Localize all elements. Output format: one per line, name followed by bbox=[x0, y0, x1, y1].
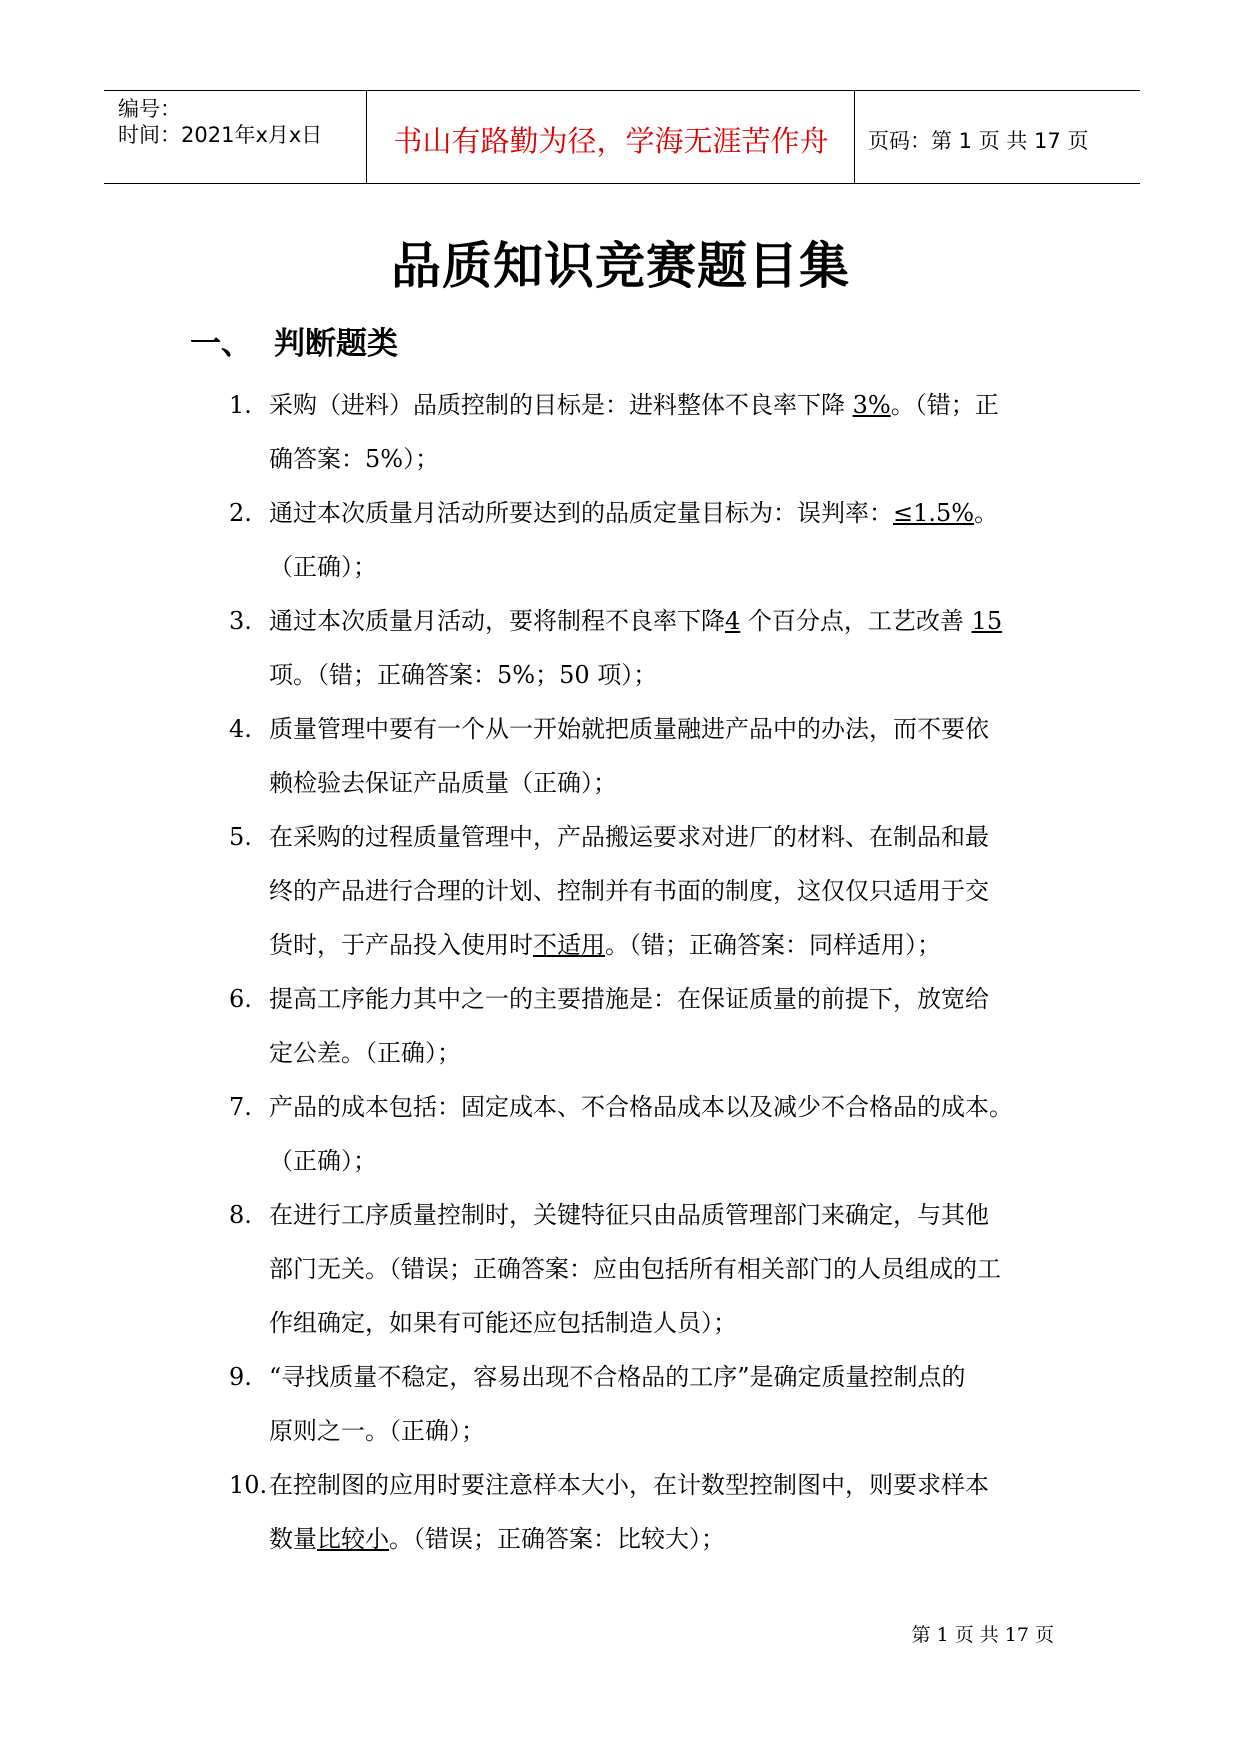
section-heading bbox=[190, 318, 398, 363]
question-item bbox=[229, 810, 1099, 972]
question-item bbox=[229, 1458, 1099, 1566]
question-number: 2. bbox=[229, 499, 252, 527]
question-item bbox=[229, 486, 1099, 594]
question-number: 3. bbox=[229, 607, 252, 635]
question-line bbox=[229, 1134, 1099, 1188]
question-text: 通过本次质量月活动所要达到的品质定量目标为：误判率： bbox=[269, 499, 893, 527]
section-number: 一、 bbox=[190, 326, 252, 362]
question-text: 确答案：5%）； bbox=[269, 445, 440, 473]
question-line bbox=[229, 1242, 1099, 1296]
question-text: 提高工序能力其中之一的主要措施是：在保证质量的前提下，放宽给 bbox=[269, 985, 989, 1013]
question-number: 8. bbox=[229, 1201, 252, 1229]
question-line bbox=[229, 1404, 1099, 1458]
question-line bbox=[229, 1512, 1099, 1566]
question-text: 。（错；正 bbox=[890, 391, 999, 419]
question-line bbox=[229, 648, 1099, 702]
time-label: 时间：2021年x月x日 bbox=[118, 123, 323, 147]
question-text: （正确）； bbox=[269, 1147, 377, 1175]
question-text: “寻找质量不稳定，容易出现不合格品的工序”是确定质量控制点的 bbox=[269, 1363, 966, 1391]
header-info-cell bbox=[104, 91, 367, 183]
question-line bbox=[229, 702, 1099, 756]
question-text: 终的产品进行合理的计划、控制并有书面的制度，这仅仅只适用于交 bbox=[269, 877, 989, 905]
question-line bbox=[229, 918, 1099, 972]
question-text: （正确）； bbox=[269, 553, 377, 581]
question-text: 作组确定，如果有可能还应包括制造人员）； bbox=[269, 1309, 737, 1337]
question-text: 。（错；正确答案：同样适用）； bbox=[605, 931, 941, 959]
question-item bbox=[229, 1080, 1099, 1188]
question-text: 。（错误；正确答案：比较大）； bbox=[389, 1525, 725, 1553]
question-text: 质量管理中要有一个从一开始就把质量融进产品中的办法，而不要依 bbox=[269, 715, 989, 743]
underlined-answer: 4 bbox=[725, 607, 741, 635]
question-number: 7. bbox=[229, 1093, 252, 1121]
question-item bbox=[229, 1350, 1099, 1458]
question-text: 在采购的过程质量管理中，产品搬运要求对进厂的材料、在制品和最 bbox=[269, 823, 989, 851]
section-title: 判断题类 bbox=[274, 326, 398, 362]
question-line bbox=[229, 972, 1099, 1026]
question-text: 采购（进料）品质控制的目标是：进料整体不良率下降 bbox=[269, 391, 853, 419]
question-text: 原则之一。（正确）； bbox=[269, 1417, 485, 1445]
underlined-answer: 比较小 bbox=[317, 1525, 389, 1553]
question-text: 在进行工序质量控制时，关键特征只由品质管理部门来确定，与其他 bbox=[269, 1201, 989, 1229]
number-label: 编号： bbox=[118, 97, 181, 121]
page-code: 页码：第 1 页 共 17 页 bbox=[868, 129, 1089, 153]
question-number: 10. bbox=[229, 1471, 268, 1499]
question-text: 个百分点，工艺改善 bbox=[740, 607, 972, 635]
question-number: 5. bbox=[229, 823, 252, 851]
question-item bbox=[229, 594, 1099, 702]
underlined-answer: ≤1.5% bbox=[893, 499, 975, 527]
question-text: 定公差。（正确）； bbox=[269, 1039, 461, 1067]
question-line bbox=[229, 1458, 1099, 1512]
question-number: 6. bbox=[229, 985, 252, 1013]
question-text: 赖检验去保证产品质量（正确）； bbox=[269, 769, 617, 797]
question-line bbox=[229, 1188, 1099, 1242]
question-line bbox=[229, 756, 1099, 810]
question-line bbox=[229, 486, 1099, 540]
underlined-answer: 不适用 bbox=[533, 931, 605, 959]
question-line bbox=[229, 1296, 1099, 1350]
question-line bbox=[229, 1026, 1099, 1080]
question-text: 数量 bbox=[269, 1525, 317, 1553]
question-line bbox=[229, 378, 1099, 432]
question-number: 4. bbox=[229, 715, 252, 743]
question-item bbox=[229, 1188, 1099, 1350]
motto: 书山有路勤为径，学海无涯苦作舟 bbox=[393, 124, 829, 158]
question-text: 货时，于产品投入使用时 bbox=[269, 931, 533, 959]
question-number: 9. bbox=[229, 1363, 252, 1391]
question-text: 项。（错；正确答案：5%；50 项）； bbox=[269, 661, 658, 689]
question-text: 。 bbox=[974, 499, 999, 527]
page-footer: 第 1 页 共 17 页 bbox=[911, 1624, 1054, 1646]
question-line bbox=[229, 1350, 1099, 1404]
header-motto-cell bbox=[368, 91, 855, 183]
question-item bbox=[229, 702, 1099, 810]
page-header bbox=[104, 90, 1140, 184]
question-line bbox=[229, 540, 1099, 594]
question-text: 部门无关。（错误；正确答案：应由包括所有相关部门的人员组成的工 bbox=[269, 1255, 1001, 1283]
question-number: 1. bbox=[229, 391, 252, 419]
question-text: 产品的成本包括：固定成本、不合格品成本以及减少不合格品的成本。 bbox=[269, 1093, 1013, 1121]
question-line bbox=[229, 864, 1099, 918]
header-page-cell bbox=[856, 91, 1140, 183]
question-line bbox=[229, 432, 1099, 486]
question-item bbox=[229, 378, 1099, 486]
question-item bbox=[229, 972, 1099, 1080]
underlined-answer: 3% bbox=[852, 391, 891, 419]
question-line bbox=[229, 1080, 1099, 1134]
question-line bbox=[229, 810, 1099, 864]
question-line bbox=[229, 594, 1099, 648]
question-text: 通过本次质量月活动，要将制程不良率下降 bbox=[269, 607, 725, 635]
document-title: 品质知识竞赛题目集 bbox=[391, 237, 850, 295]
question-text: 在控制图的应用时要注意样本大小，在计数型控制图中，则要求样本 bbox=[269, 1471, 989, 1499]
underlined-answer: 15 bbox=[971, 607, 1003, 635]
